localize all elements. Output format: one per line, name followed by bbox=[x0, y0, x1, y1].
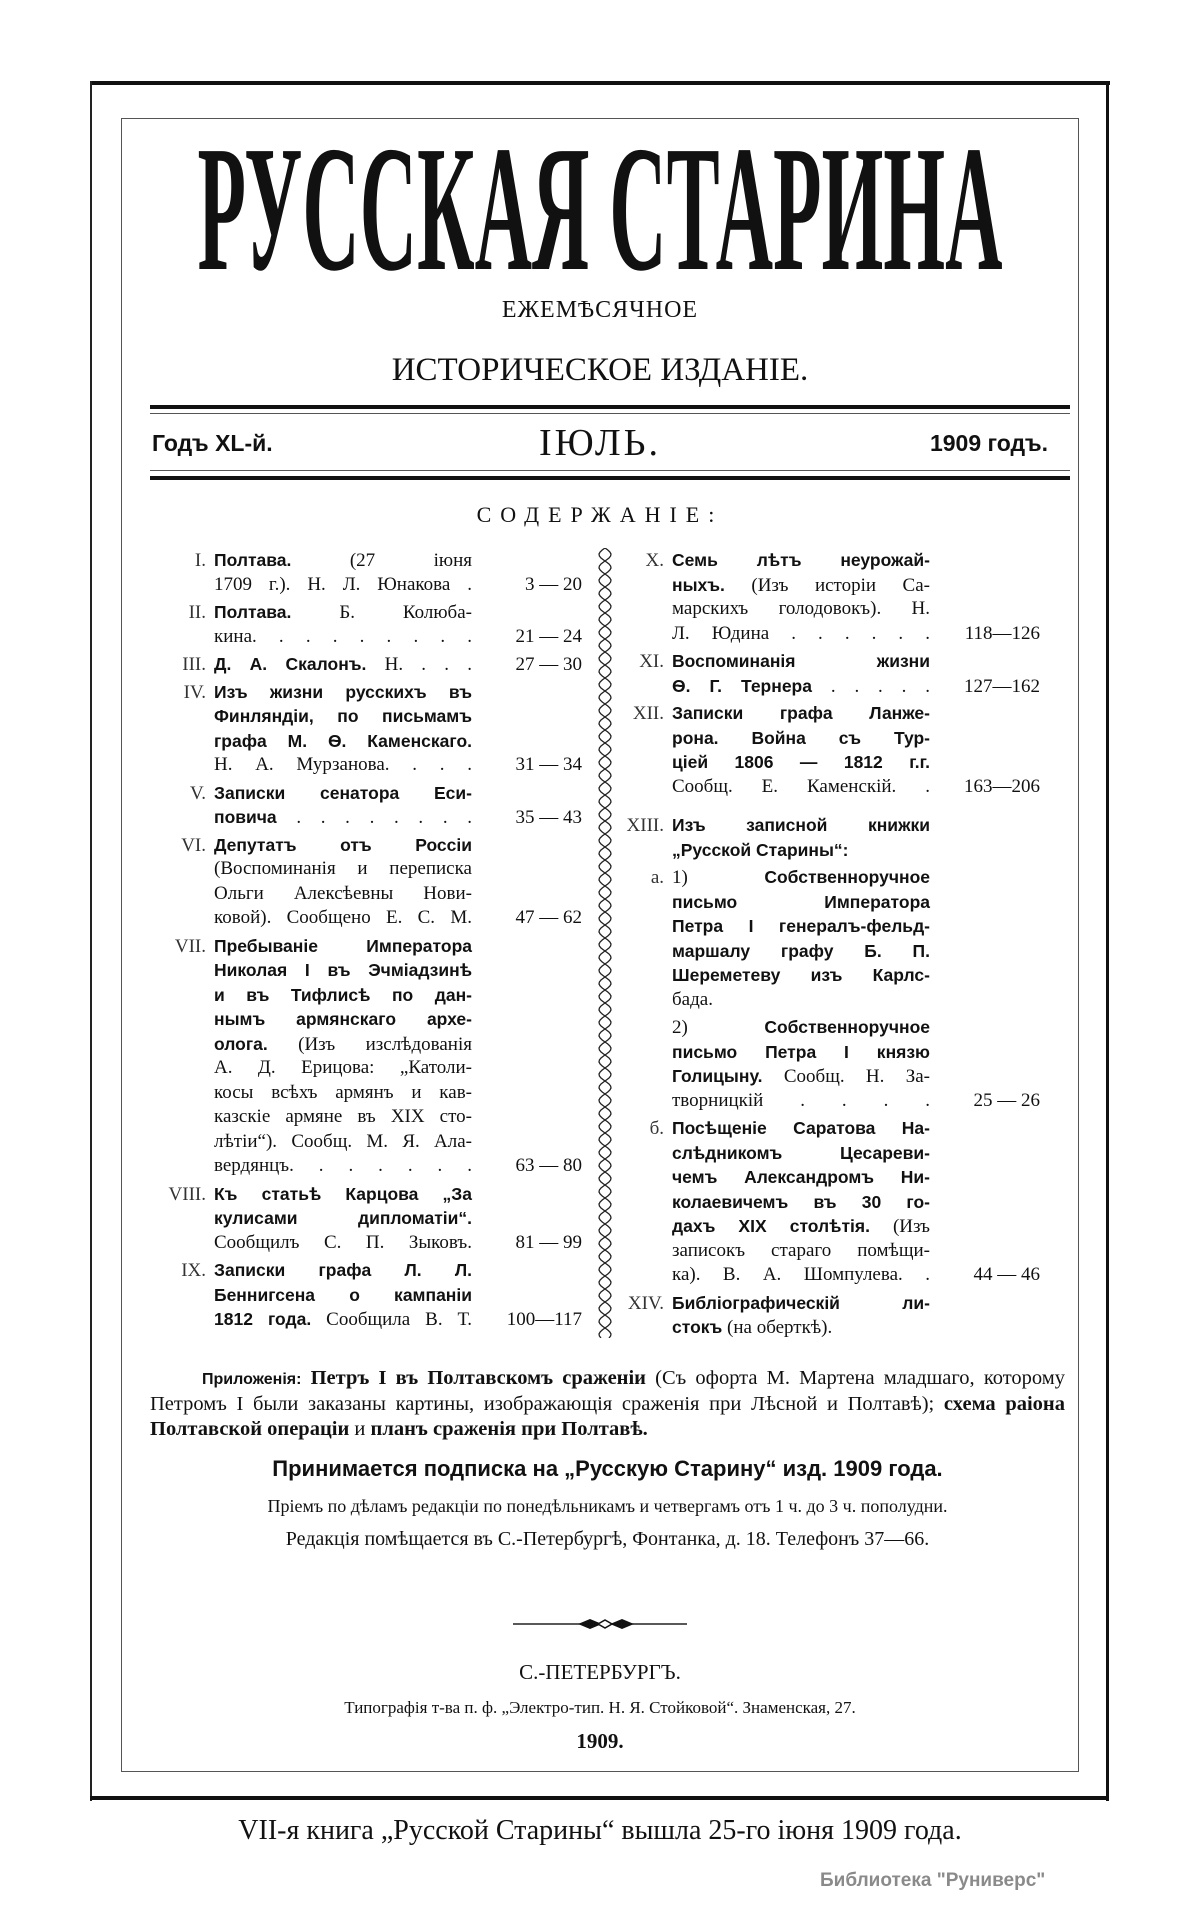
entry-text bbox=[672, 865, 930, 891]
entry-number: б. bbox=[649, 1118, 664, 1139]
outer-frame-bottom bbox=[90, 1796, 1109, 1800]
entry-text bbox=[214, 1283, 472, 1309]
contents-line bbox=[600, 622, 1050, 647]
ornament-rule-icon bbox=[513, 1617, 687, 1631]
contents-line bbox=[142, 934, 592, 959]
entry-text bbox=[214, 934, 472, 960]
entry-text bbox=[672, 1190, 930, 1216]
entry-title-segment: „Русской Старины“: bbox=[672, 839, 849, 860]
entry-author-segment: (Изъ исторіи Са- bbox=[724, 574, 930, 596]
subscription-notice: Принимается подписка на „Русскую Старину“ изд. 1909 года. bbox=[272, 1456, 943, 1481]
contents-line bbox=[600, 1263, 1050, 1288]
contents-line bbox=[600, 1015, 1050, 1040]
contents-line bbox=[600, 1239, 1050, 1264]
entry-text bbox=[214, 1231, 472, 1256]
entry-text bbox=[214, 1307, 472, 1333]
entry-text bbox=[672, 1116, 930, 1142]
entry-number: V. bbox=[189, 782, 206, 804]
contents-right-column bbox=[600, 548, 1050, 1343]
contents-line bbox=[600, 726, 1050, 751]
entry-text bbox=[214, 1182, 472, 1208]
masthead-subtitle-monthly: ЕЖЕМѢСЯЧНОЕ bbox=[501, 297, 699, 323]
entry-title-segment: слѣдникомъ Цесареви- bbox=[672, 1142, 930, 1163]
entry-number: IV. bbox=[183, 681, 206, 703]
header-rule-thick bbox=[150, 405, 1070, 409]
entry-text bbox=[214, 652, 472, 678]
contents-entry bbox=[600, 813, 1050, 862]
entry-text bbox=[214, 805, 472, 831]
entry-text bbox=[672, 813, 930, 839]
outer-frame-right bbox=[1106, 81, 1109, 1801]
contents-line bbox=[142, 781, 592, 806]
entry-text bbox=[214, 680, 472, 706]
appendix-label: Приложенія: bbox=[202, 1371, 302, 1388]
contents-entry bbox=[600, 1116, 1050, 1288]
entry-pages: 21 — 24 bbox=[515, 625, 582, 647]
entry-text bbox=[672, 573, 930, 599]
entry-title-segment: Собственноручное bbox=[764, 1017, 930, 1037]
contents-entry bbox=[142, 781, 592, 830]
imprint-printer: Типографія т-ва п. ф. „Электро-тип. Н. Я. Стойковой“. Знаменская, 27. bbox=[344, 1698, 856, 1717]
contents-line bbox=[600, 1089, 1050, 1114]
entry-text bbox=[214, 1007, 472, 1033]
entry-text bbox=[672, 988, 930, 1013]
contents-line bbox=[142, 600, 592, 625]
contents-entry bbox=[600, 548, 1050, 646]
entry-author-segment: Б. Колюба- bbox=[291, 602, 472, 623]
masthead-title bbox=[0, 128, 1200, 278]
contents-entry bbox=[142, 548, 592, 597]
contents-line bbox=[600, 649, 1050, 674]
entry-title-segment: нымъ армянскаго архе- bbox=[214, 1009, 472, 1029]
contents-line bbox=[142, 1307, 592, 1332]
appendix-part5: планъ сраженія при Полтавѣ. bbox=[370, 1418, 648, 1440]
entry-title-segment: Шереметеву изъ Карлс- bbox=[672, 965, 930, 985]
entry-text bbox=[672, 1315, 930, 1341]
entry-author-segment: записокъ стараго помѣщи- bbox=[672, 1239, 930, 1261]
entry-text bbox=[214, 781, 472, 807]
issue-year: 1909 годъ. bbox=[929, 430, 1048, 456]
entry-title-segment: олога. bbox=[214, 1033, 268, 1054]
entry-text bbox=[214, 1105, 472, 1130]
entry-author-segment: Сообщ. Н. За- bbox=[762, 1066, 930, 1087]
entry-title-segment: Воспоминанія жизни bbox=[672, 651, 930, 671]
contents-line bbox=[600, 1291, 1050, 1316]
contents-line bbox=[142, 1056, 592, 1081]
issue-month: ІЮЛЬ. bbox=[539, 422, 661, 464]
contents-line bbox=[142, 573, 592, 598]
entry-author-segment: Н. . . . bbox=[366, 654, 472, 675]
contents-entry bbox=[600, 701, 1050, 799]
entry-number: XII. bbox=[632, 703, 664, 724]
release-note: VII-я книга „Русской Старины“ вышла 25-го іюня 1909 года. bbox=[238, 1815, 962, 1846]
contents-line bbox=[142, 1007, 592, 1032]
entry-pages: 44 — 46 bbox=[973, 1264, 1040, 1285]
entry-title-segment: графа М. Ѳ. Каменскаго. bbox=[214, 730, 472, 751]
contents-line bbox=[142, 805, 592, 830]
entry-author-segment: (Изъ bbox=[869, 1216, 930, 1237]
contents-line bbox=[142, 1105, 592, 1130]
entry-title-segment: Полтава. bbox=[214, 550, 292, 570]
entry-pages: 118—126 bbox=[964, 622, 1040, 644]
entry-number: I. bbox=[194, 550, 206, 571]
contents-line bbox=[600, 1064, 1050, 1089]
contents-line bbox=[600, 674, 1050, 699]
appendix-part2: (Съ офорта М. Мартена младшаго, которому Петромъ I были заказаны картины, изображающія сраженія при Лѣсной и Полтавѣ); bbox=[150, 1367, 1066, 1415]
entry-text bbox=[672, 1064, 930, 1090]
entry-title-segment: дахъ XIX столѣтія. bbox=[672, 1216, 870, 1236]
contents-line bbox=[600, 939, 1050, 964]
entry-title-segment: Депутатъ отъ Россіи bbox=[214, 834, 472, 855]
contents-line bbox=[142, 729, 592, 754]
entry-text bbox=[672, 548, 930, 574]
contents-line bbox=[600, 1214, 1050, 1239]
imprint-city: С.-ПЕТЕРБУРГЪ. bbox=[519, 1660, 681, 1684]
entry-number: X. bbox=[645, 550, 664, 571]
entry-title-segment: Посѣщеніе Саратова На- bbox=[672, 1118, 930, 1138]
entry-text bbox=[672, 597, 930, 622]
entry-author-segment: (Изъ изслѣдованія bbox=[267, 1033, 472, 1055]
contents-line bbox=[600, 988, 1050, 1013]
entry-text bbox=[672, 1165, 930, 1191]
contents-line bbox=[142, 625, 592, 650]
entry-title-segment: Семь лѣтъ неурожай- bbox=[672, 550, 930, 570]
entry-text bbox=[214, 906, 472, 931]
entry-title-segment: Записки графа Л. Л. bbox=[214, 1260, 472, 1280]
contents-line bbox=[600, 1190, 1050, 1215]
entry-title-segment: Записки сенатора Еси- bbox=[214, 782, 472, 803]
entry-author-segment: Сообщ. Е. Каменскій. . bbox=[672, 775, 930, 797]
entry-text bbox=[672, 1141, 930, 1167]
entry-title-segment: маршалу графу Б. П. bbox=[672, 940, 930, 961]
contents-line bbox=[142, 1032, 592, 1057]
entry-text bbox=[214, 1081, 472, 1106]
entry-number: III. bbox=[182, 654, 206, 675]
entry-number: VII. bbox=[174, 935, 206, 957]
contents-line bbox=[600, 597, 1050, 622]
entry-title-segment: Пребываніе Императора bbox=[214, 935, 472, 956]
entry-number: IX. bbox=[181, 1260, 206, 1281]
entry-pages: 47 — 62 bbox=[515, 907, 582, 928]
entry-text bbox=[214, 1206, 472, 1232]
entry-number: а. bbox=[650, 867, 664, 888]
entry-text bbox=[214, 704, 472, 730]
entry-author-segment: 1) bbox=[672, 867, 765, 888]
entry-author-segment: Л. Юдина . . . . . . bbox=[672, 622, 930, 644]
entry-text bbox=[672, 726, 930, 752]
entry-author-segment: казскіе армяне въ XIX сто- bbox=[214, 1106, 472, 1127]
entry-pages: 27 — 30 bbox=[515, 654, 582, 675]
entry-text bbox=[672, 1263, 930, 1288]
contents-entry bbox=[142, 833, 592, 931]
contents-line bbox=[600, 865, 1050, 890]
entry-text bbox=[214, 729, 472, 755]
entry-number: VIII. bbox=[168, 1183, 206, 1205]
contents-line bbox=[600, 914, 1050, 939]
entry-author-segment: косы всѣхъ армянъ и кав- bbox=[214, 1081, 472, 1103]
entry-pages: 3 — 20 bbox=[525, 573, 582, 595]
contents-line bbox=[142, 1182, 592, 1207]
contents-line bbox=[142, 1231, 592, 1256]
entry-text bbox=[214, 882, 472, 907]
entry-number: VI. bbox=[181, 834, 206, 856]
entry-text bbox=[214, 983, 472, 1009]
contents-line bbox=[142, 1258, 592, 1283]
entry-author-segment: (Воспоминанія и переписка bbox=[214, 858, 472, 879]
entry-author-segment: Ольги Алексѣевны Нови- bbox=[214, 882, 472, 904]
contents-line bbox=[600, 890, 1050, 915]
editorial-address: Редакція помѣщается въ С.-Петербургѣ, Фонтанка, д. 18. Телефонъ 37—66. bbox=[285, 1528, 930, 1550]
issue-year-label: Годъ XL-й. bbox=[152, 430, 273, 456]
contents-line bbox=[142, 704, 592, 729]
contents-line bbox=[600, 548, 1050, 573]
entry-author-segment: Сообщила В. Т. bbox=[311, 1309, 472, 1330]
entry-title-segment: и въ Тифлисѣ по дан- bbox=[214, 984, 472, 1005]
contents-entry bbox=[600, 649, 1050, 698]
entry-title-segment: Собственноручное bbox=[764, 867, 930, 887]
entry-text bbox=[214, 600, 472, 626]
entry-text bbox=[672, 963, 930, 989]
contents-entry bbox=[142, 934, 592, 1179]
entry-number: XIV. bbox=[627, 1292, 664, 1314]
office-hours: Пріемъ по дѣламъ редакціи по понедѣльникамъ и четвергамъ отъ 1 ч. до 3 ч. пополудни. bbox=[267, 1496, 948, 1516]
entry-title-segment: Беннигсена о кампаніи bbox=[214, 1284, 472, 1305]
entry-author-segment: А. Д. Ерицова: „Католи- bbox=[214, 1057, 472, 1078]
entry-text bbox=[672, 838, 930, 864]
contents-line bbox=[142, 652, 592, 677]
entry-author-segment: 2) bbox=[672, 1017, 765, 1038]
contents-line bbox=[600, 1165, 1050, 1190]
entry-text bbox=[672, 914, 930, 940]
notices-block bbox=[150, 1366, 1065, 1552]
library-watermark: Библиотека "Руниверс" bbox=[820, 1870, 1046, 1891]
entry-title-segment: стокъ bbox=[672, 1317, 723, 1337]
contents-line bbox=[600, 750, 1050, 775]
entry-author-segment: лѣтіи“). Сообщ. М. Я. Ала- bbox=[214, 1130, 472, 1152]
contents-entry bbox=[600, 865, 1050, 1012]
entry-pages: 35 — 43 bbox=[515, 807, 582, 828]
entry-pages: 81 — 99 bbox=[515, 1231, 582, 1253]
entry-title-segment: чемъ Александромъ Ни- bbox=[672, 1167, 930, 1187]
entry-author-segment: Н. А. Мурзанова. . . . bbox=[214, 754, 472, 775]
appendix-paragraph bbox=[150, 1366, 1065, 1442]
entry-text bbox=[214, 1130, 472, 1155]
contents-line bbox=[600, 573, 1050, 598]
entry-text bbox=[214, 833, 472, 859]
entry-author-segment: творницкій . . . . bbox=[672, 1089, 930, 1111]
entry-title-segment: рона. Война съ Тур- bbox=[672, 727, 930, 748]
entry-title-segment: Къ статьѣ Карцова „За bbox=[214, 1183, 472, 1204]
entry-text bbox=[672, 674, 930, 700]
entry-author-segment: . . . . . bbox=[811, 675, 931, 697]
entry-title-segment: ныхъ. bbox=[672, 574, 725, 595]
contents-line bbox=[142, 983, 592, 1008]
entry-number: XIII. bbox=[626, 815, 664, 836]
imprint-year: 1909. bbox=[576, 1729, 624, 1753]
entry-author-segment: . . . . . . . . bbox=[276, 807, 472, 828]
contents-entry bbox=[142, 680, 592, 778]
contents-line bbox=[142, 1283, 592, 1308]
appendix-part4: и bbox=[349, 1418, 371, 1440]
entry-text bbox=[672, 750, 930, 776]
contents-line bbox=[142, 882, 592, 907]
entry-author-segment: ка). В. А. Шомпулева. . bbox=[672, 1264, 930, 1285]
contents-entry bbox=[600, 1015, 1050, 1113]
contents-entry bbox=[142, 1182, 592, 1256]
entry-text bbox=[672, 890, 930, 916]
entry-title-segment: Изъ записной книжки bbox=[672, 815, 930, 835]
entry-author-segment: Сообщилъ С. П. Зыковъ. bbox=[214, 1231, 472, 1253]
entry-title-segment: Библіографическій ли- bbox=[672, 1292, 930, 1313]
contents-line bbox=[142, 1206, 592, 1231]
outer-frame-top bbox=[90, 81, 1110, 85]
entry-number: II. bbox=[188, 602, 206, 623]
entry-title-segment: повича bbox=[214, 807, 277, 827]
entry-title-segment: кулисами дипломатіи“. bbox=[214, 1208, 472, 1228]
entry-title-segment: Записки графа Ланже- bbox=[672, 703, 930, 723]
entry-pages: 25 — 26 bbox=[973, 1089, 1040, 1111]
contents-line bbox=[142, 906, 592, 931]
entry-author-segment: 1709 г.). Н. Л. Юнакова . bbox=[214, 573, 472, 595]
contents-line bbox=[142, 548, 592, 573]
entry-text bbox=[672, 939, 930, 965]
entry-title-segment: Голицыну. bbox=[672, 1066, 763, 1086]
entry-pages: 127—162 bbox=[964, 675, 1040, 697]
entry-pages: 163—206 bbox=[964, 775, 1040, 797]
entry-text bbox=[214, 1154, 472, 1179]
entry-text bbox=[214, 857, 472, 882]
entry-title-segment: письмо Петра I князю bbox=[672, 1041, 930, 1062]
contents-entry bbox=[142, 1258, 592, 1332]
contents-line bbox=[600, 813, 1050, 838]
entry-text bbox=[672, 1040, 930, 1066]
entry-title-segment: Д. А. Скалонъ. bbox=[214, 654, 367, 674]
entry-title-segment: Петра I генералъ-фельд- bbox=[672, 916, 930, 936]
entry-text bbox=[672, 649, 930, 675]
entry-text bbox=[672, 1291, 930, 1317]
outer-frame-left bbox=[90, 81, 92, 1801]
contents-line bbox=[600, 1040, 1050, 1065]
entry-number: XI. bbox=[639, 651, 664, 672]
entry-author-segment: марскихъ голодовокъ). Н. bbox=[672, 598, 930, 619]
title-text: РУССКАЯ СТАРИНА bbox=[197, 128, 1003, 278]
contents-line bbox=[600, 1315, 1050, 1340]
entry-text bbox=[214, 753, 472, 778]
contents-line bbox=[142, 680, 592, 705]
entry-text bbox=[214, 573, 472, 598]
contents-line bbox=[142, 753, 592, 778]
entry-title-segment: ціей 1806 — 1812 г.г. bbox=[672, 752, 930, 772]
entry-text bbox=[214, 1258, 472, 1284]
contents-line bbox=[600, 1116, 1050, 1141]
contents-heading: СОДЕРЖАНІЕ: bbox=[476, 502, 724, 527]
entry-text bbox=[672, 1239, 930, 1264]
contents-line bbox=[142, 958, 592, 983]
entry-title-segment: колаевичемъ въ 30 го- bbox=[672, 1191, 930, 1212]
issue-rule-thick bbox=[150, 476, 1070, 480]
header-rule-thin bbox=[150, 413, 1070, 414]
contents-line bbox=[142, 1130, 592, 1155]
entry-title-segment: 1812 года. bbox=[214, 1309, 312, 1329]
contents-line bbox=[142, 857, 592, 882]
entry-author-segment: ковой). Сообщено Е. С. М. bbox=[214, 907, 472, 928]
entry-author-segment: вердянцъ. . . . . . . bbox=[214, 1155, 472, 1176]
entry-pages: 31 — 34 bbox=[515, 754, 582, 775]
contents-line bbox=[600, 838, 1050, 863]
entry-text bbox=[214, 1032, 472, 1058]
entry-text bbox=[214, 625, 472, 650]
contents-entry bbox=[142, 600, 592, 649]
entry-title-segment: Полтава. bbox=[214, 602, 292, 622]
masthead-subtitle-historical: ИСТОРИЧЕСКОЕ ИЗДАНІЕ. bbox=[391, 352, 809, 388]
entry-text bbox=[672, 1015, 930, 1041]
entry-author-segment: (на оберткѣ). bbox=[722, 1317, 833, 1338]
issue-rule-thin bbox=[150, 470, 1070, 471]
contents-line bbox=[142, 833, 592, 858]
contents-entry bbox=[600, 1291, 1050, 1340]
contents-line bbox=[600, 963, 1050, 988]
contents-line bbox=[600, 1141, 1050, 1166]
contents-entry bbox=[142, 652, 592, 677]
entry-title-segment: Изъ жизни русскихъ въ bbox=[214, 681, 472, 702]
entry-title-segment: Николая I въ Эчміадзинѣ bbox=[214, 960, 472, 980]
contents-line bbox=[142, 1154, 592, 1179]
entry-text bbox=[672, 1214, 930, 1240]
entry-title-segment: Финляндіи, по письмамъ bbox=[214, 706, 472, 726]
entry-text bbox=[672, 701, 930, 727]
contents-line bbox=[600, 701, 1050, 726]
entry-author-segment: кина. . . . . . . . . bbox=[214, 625, 472, 647]
entry-title-segment: Ѳ. Г. Тернера bbox=[672, 675, 812, 696]
entry-title-segment: письмо Императора bbox=[672, 891, 930, 912]
contents-line bbox=[600, 775, 1050, 800]
entry-pages: 100—117 bbox=[506, 1309, 582, 1330]
entry-text bbox=[214, 548, 472, 574]
entry-text bbox=[214, 958, 472, 984]
contents-line bbox=[142, 1081, 592, 1106]
entry-text bbox=[672, 775, 930, 800]
entry-pages: 63 — 80 bbox=[515, 1155, 582, 1176]
entry-text bbox=[672, 622, 930, 647]
entry-author-segment: бада. bbox=[672, 988, 713, 1010]
entry-author-segment: (27 іюня bbox=[291, 550, 472, 571]
entry-text bbox=[672, 1089, 930, 1114]
appendix-part1: Петръ I въ Полтавскомъ сраженіи bbox=[310, 1367, 646, 1389]
appendix-part3: схема раіона Полтавской операціи bbox=[150, 1393, 1065, 1440]
entry-text bbox=[214, 1056, 472, 1081]
contents-left-column bbox=[142, 548, 592, 1335]
